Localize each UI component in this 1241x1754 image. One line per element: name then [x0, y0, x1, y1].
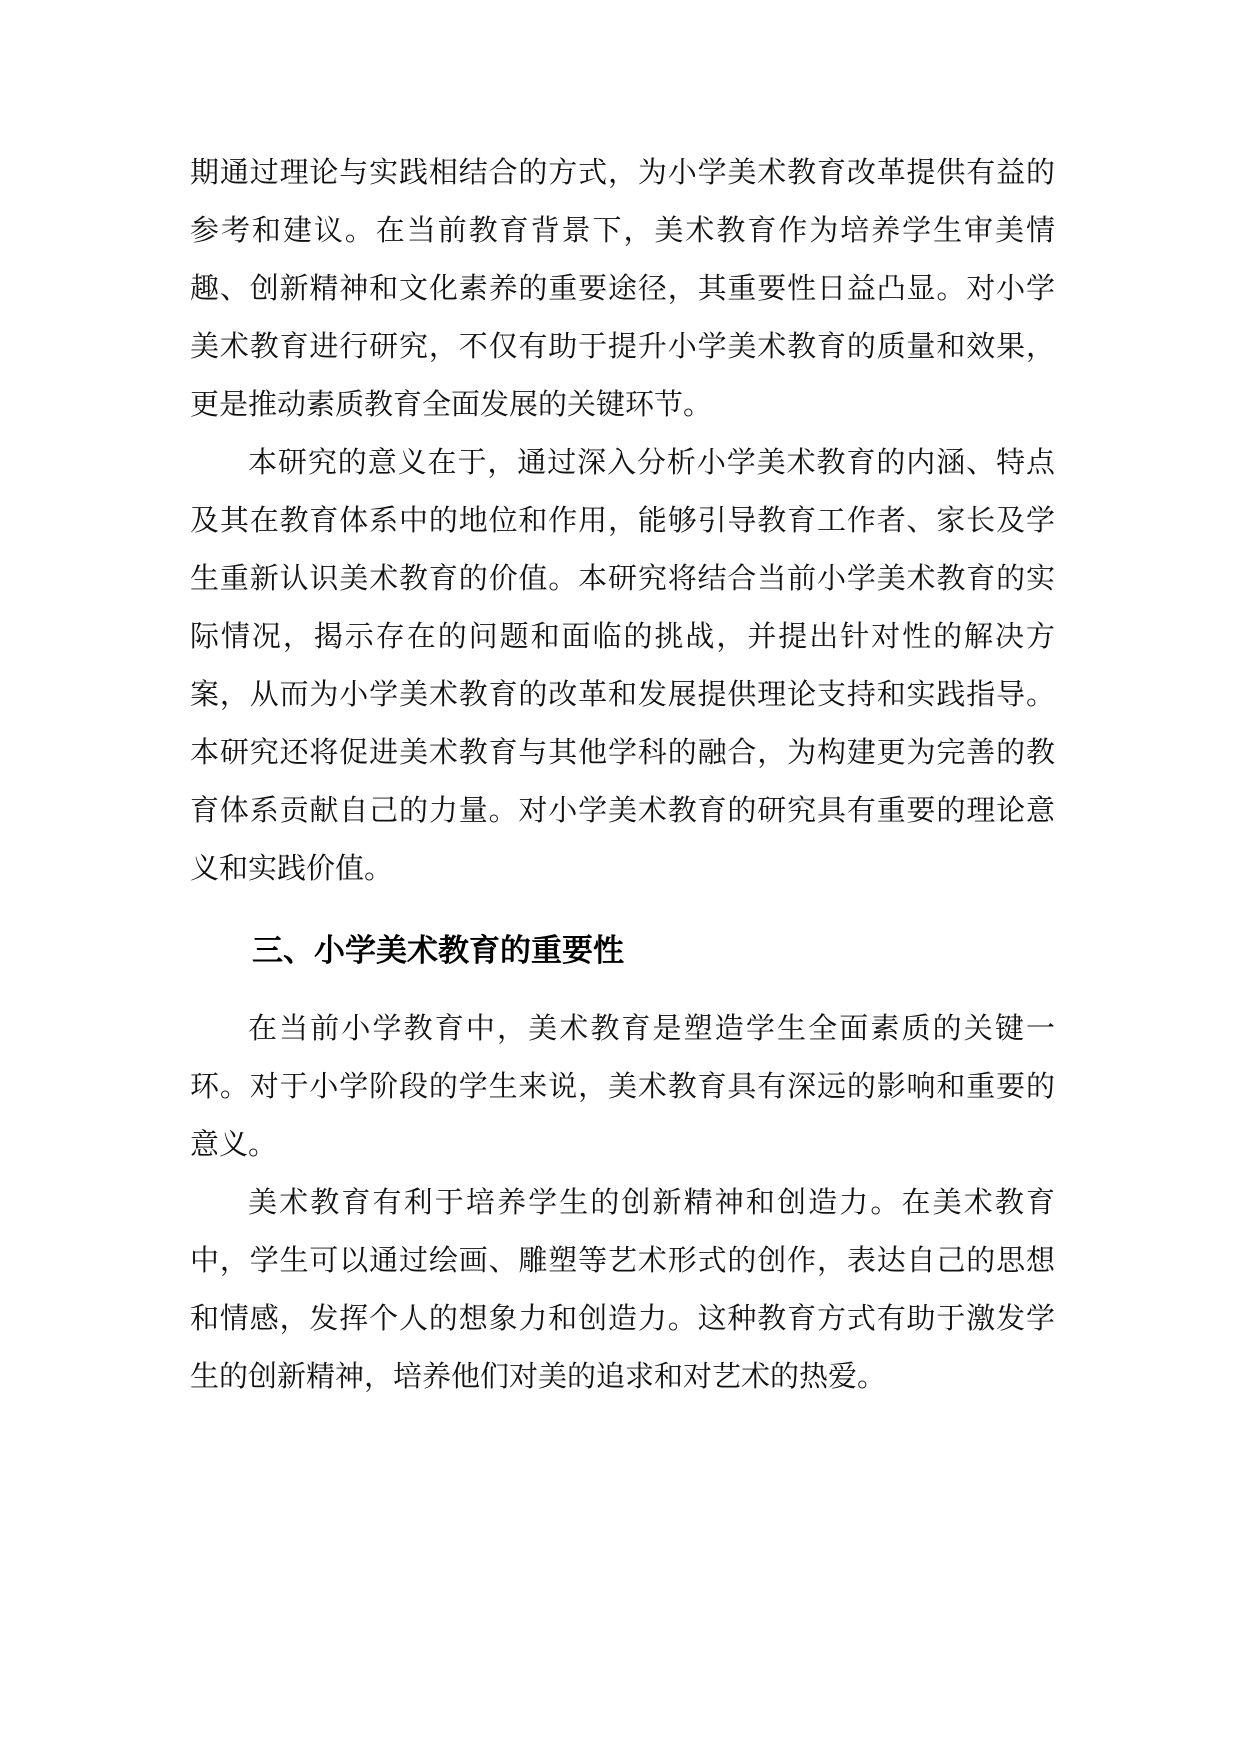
document-body	[190, 143, 1055, 1405]
paragraph-creativity: 美术教育有利于培养学生的创新精神和创造力。在美术教育中，学生可以通过绘画、雕塑等艺术形式的创作，表达自己的思想和情感，发挥个人的想象力和创造力。这种教育方式有助于激发学生的创新精神，培养他们对美的追求和对艺术的热爱。	[190, 1185, 1055, 1393]
section-heading: 三、小学美术教育的重要性	[252, 933, 624, 969]
paragraph-research-significance: 本研究的意义在于，通过深入分析小学美术教育的内涵、特点及其在教育体系中的地位和作用，能够引导教育工作者、家长及学生重新认识美术教育的价值。本研究将结合当前小学美术教育的实际情况，揭示存在的问题和面临的挑战，并提出针对性的解决方案，从而为小学美术教育的改革和发展提供理论支持和实践指导。本研究还将促进美术教育与其他学科的融合，为构建更为完善的教育体系贡献自己的力量。对小学美术教育的研究具有重要的理论意义和实践价值。	[190, 445, 1055, 885]
paragraph-continuation: 期通过理论与实践相结合的方式，为小学美术教育改革提供有益的参考和建议。在当前教育背景下，美术教育作为培养学生审美情趣、创新精神和文化素养的重要途径，其重要性日益凸显。对小学美术教育进行研究，不仅有助于提升小学美术教育的质量和效果，更是推动素质教育全面发展的关键环节。	[190, 155, 1055, 421]
paragraph-importance-intro: 在当前小学教育中，美术教育是塑造学生全面素质的关键一环。对于小学阶段的学生来说，美术教育具有深远的影响和重要的意义。	[190, 1011, 1055, 1161]
